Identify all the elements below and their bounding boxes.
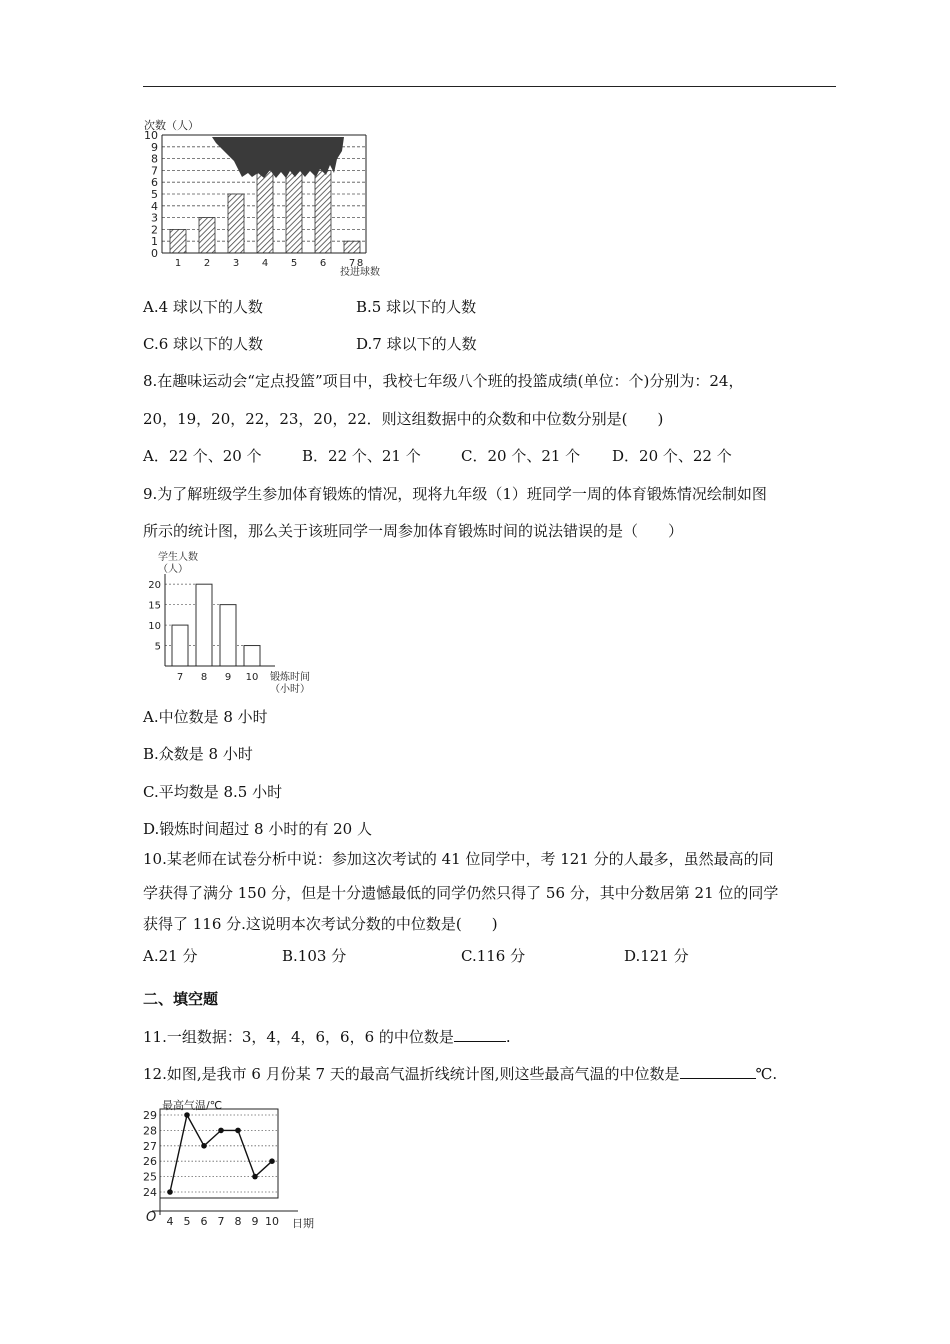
chart1-bar-4 [257, 170, 273, 253]
chart1-y-tick-9: 9 [151, 140, 158, 154]
chart3-point-10 [269, 1158, 275, 1164]
chart1-x-tick-6: 6 [319, 258, 327, 269]
chart3-y-tick-labels [143, 1109, 157, 1199]
chart1-bar-1 [170, 229, 186, 253]
chart2-bar-9 [220, 605, 236, 666]
chart2-x-tick-9: 9 [224, 672, 232, 683]
temperature-line-chart [140, 1095, 325, 1230]
chart3-point-6 [201, 1143, 207, 1149]
chart3-point-8 [235, 1128, 241, 1134]
chart3-y-tick-28: 28 [143, 1124, 157, 1138]
chart1-bar-7 [344, 241, 360, 253]
chart1-bar-2 [199, 218, 215, 253]
chart1-y-tick-4: 4 [151, 199, 158, 213]
chart1-bar-5 [286, 170, 302, 253]
q12-tail: ℃. [755, 1065, 778, 1083]
chart2-bar-10 [244, 646, 260, 666]
q12-answer-blank[interactable] [680, 1064, 756, 1079]
chart2-ylabel-line2: （人） [158, 564, 188, 575]
chart3-x-tick-6: 6 [200, 1215, 208, 1228]
q11-tail: . [505, 1028, 511, 1046]
chart1-y-tick-0: 0 [151, 247, 158, 260]
chart2-bars [172, 584, 260, 666]
q10-text-line3: 获得了 116 分.这说明本次考试分数的中位数是( ) [143, 915, 498, 933]
chart1-y-tick-8: 8 [151, 152, 158, 166]
chart3-x-tick-8: 8 [234, 1215, 242, 1228]
q8-option-c[interactable]: C．20 个、21 个 [461, 447, 581, 465]
chart1-xlabel: 投进球数 [340, 267, 380, 278]
q9-option-c[interactable]: C.平均数是 8.5 小时 [143, 783, 283, 801]
chart3-series-line [170, 1115, 272, 1192]
chart3-point-9 [252, 1174, 258, 1180]
chart1-ylabel: 次数（人） [144, 119, 199, 132]
q9-text-line1: 9.为了解班级学生参加体育锻炼的情况，现将九年级（1）班同学一周的体育锻炼情况绘制如图 [143, 485, 767, 503]
chart3-ylabel: 最高气温/℃ [162, 1099, 223, 1112]
chart2-x-tick-8: 8 [200, 672, 208, 683]
chart1-x-tick-7: 7 [348, 258, 356, 269]
chart1-bar-6 [315, 170, 331, 253]
chart2-y-tick-15: 15 [148, 600, 161, 612]
chart3-origin: O [146, 1210, 157, 1225]
chart3-y-tick-24: 24 [143, 1186, 157, 1199]
q7-option-a[interactable]: A.4 球以下的人数 [143, 298, 263, 316]
q9-option-b[interactable]: B.众数是 8 小时 [143, 745, 253, 763]
q7-option-d[interactable]: D.7 球以下的人数 [356, 335, 477, 353]
chart1-x-tick-5: 5 [290, 258, 298, 269]
q8-text-line1: 8.在趣味运动会“定点投篮”项目中，我校七年级八个班的投篮成绩(单位：个)分别为：24， [143, 372, 744, 390]
q9-option-d[interactable]: D.锻炼时间超过 8 小时的有 20 人 [143, 820, 372, 838]
chart3-x-tick-10: 10 [265, 1215, 279, 1228]
chart3-x-tick-5: 5 [183, 1215, 191, 1228]
q10-option-d[interactable]: D.121 分 [624, 947, 689, 965]
q9-option-a[interactable]: A.中位数是 8 小时 [143, 708, 268, 726]
chart1-x-tick-3: 3 [232, 258, 240, 269]
chart3-point-7 [218, 1128, 224, 1134]
chart3-axes [152, 1109, 298, 1215]
chart2-bar-7 [172, 625, 188, 666]
chart1-y-tick-10: 10 [144, 129, 158, 142]
chart1-y-tick-7: 7 [151, 164, 158, 178]
chart1-bars [170, 170, 360, 253]
q10-option-a[interactable]: A.21 分 [143, 947, 198, 965]
chart1-y-tick-3: 3 [151, 211, 158, 225]
chart1-x-tick-1: 1 [174, 258, 182, 269]
exercise-bar-chart [140, 548, 330, 693]
chart1-x-tick-8: 8 [356, 258, 364, 269]
chart2-y-tick-5: 5 [154, 641, 161, 653]
chart3-point-5 [184, 1112, 190, 1118]
chart3-y-tick-29: 29 [143, 1109, 157, 1122]
chart2-x-tick-labels [177, 672, 259, 683]
chart3-x-tick-4: 4 [166, 1215, 174, 1228]
chart1-x-tick-4: 4 [261, 258, 269, 269]
q8-option-d[interactable]: D．20 个、22 个 [612, 447, 732, 465]
chart2-x-tick-7: 7 [176, 672, 184, 683]
q10-text-line1: 10.某老师在试卷分析中说：参加这次考试的 41 位同学中，考 121 分的人最多，虽然最高的同 [143, 850, 774, 868]
shots-bar-chart [140, 115, 400, 278]
chart2-bar-8 [196, 584, 212, 666]
q9-text-line2: 所示的统计图，那么关于该班同学一周参加体育锻炼时间的说法错误的是（ ） [143, 522, 684, 540]
chart3-y-tick-25: 25 [143, 1170, 157, 1184]
chart1-ink-blot [212, 137, 344, 178]
chart3-series-polyline [170, 1115, 272, 1192]
q12-line [143, 1064, 777, 1084]
chart3-xlabel: 日期 [292, 1217, 314, 1230]
q12-text: 12.如图,是我市 6 月份某 7 天的最高气温折线统计图,则这些最高气温的中位数是 [143, 1065, 680, 1083]
chart3-point-4 [167, 1189, 173, 1195]
chart1-bar-3 [228, 194, 244, 253]
q8-option-b[interactable]: B．22 个、21 个 [302, 447, 421, 465]
chart1-y-tick-2: 2 [151, 223, 158, 237]
chart3-y-tick-27: 27 [143, 1139, 157, 1153]
chart3-x-tick-9: 9 [251, 1215, 259, 1228]
chart1-y-tick-6: 6 [151, 176, 158, 190]
chart1-x-tick-labels [175, 258, 363, 269]
section-title-fill-in: 二、填空题 [143, 990, 219, 1008]
chart2-xlabel-line2: （小时） [270, 684, 310, 695]
q8-option-a[interactable]: A．22 个、20 个 [143, 447, 262, 465]
q7-option-b[interactable]: B.5 球以下的人数 [356, 298, 477, 316]
q10-text-line2: 学获得了满分 150 分，但是十分遗憾最低的同学仍然只得了 56 分，其中分数居第 21 位的同学 [143, 884, 779, 902]
chart3-x-tick-7: 7 [217, 1215, 225, 1228]
q11-text: 11.一组数据：3，4，4，6，6，6 的中位数是 [143, 1028, 454, 1046]
chart3-x-tick-labels [167, 1215, 280, 1228]
header-rule [143, 86, 836, 87]
q8-text-line2: 20，19，20，22，23，20，22．则这组数据中的众数和中位数分别是( ) [143, 410, 664, 428]
chart2-x-tick-10: 10 [245, 672, 259, 683]
q10-option-c[interactable]: C.116 分 [461, 947, 526, 965]
q11-answer-blank[interactable] [454, 1027, 506, 1042]
q10-option-b[interactable]: B.103 分 [282, 947, 347, 965]
chart2-xlabel-line1: 锻炼时间 [270, 672, 310, 683]
chart1-y-tick-5: 5 [151, 188, 158, 201]
chart2-ylabel-line1: 学生人数 [158, 552, 198, 563]
chart1-y-tick-1: 1 [151, 235, 158, 249]
q11-line [143, 1027, 511, 1047]
chart3-plot-frame [160, 1109, 278, 1198]
chart1-x-tick-2: 2 [203, 258, 211, 269]
q7-option-c[interactable]: C.6 球以下的人数 [143, 335, 264, 353]
chart1-y-tick-labels [144, 129, 158, 260]
chart3-grid [160, 1115, 278, 1192]
chart3-y-tick-26: 26 [143, 1155, 157, 1169]
chart2-y-tick-10: 10 [148, 621, 161, 633]
chart2-y-tick-labels [148, 580, 161, 652]
chart3-points [167, 1112, 275, 1195]
chart2-y-tick-20: 20 [148, 580, 161, 592]
